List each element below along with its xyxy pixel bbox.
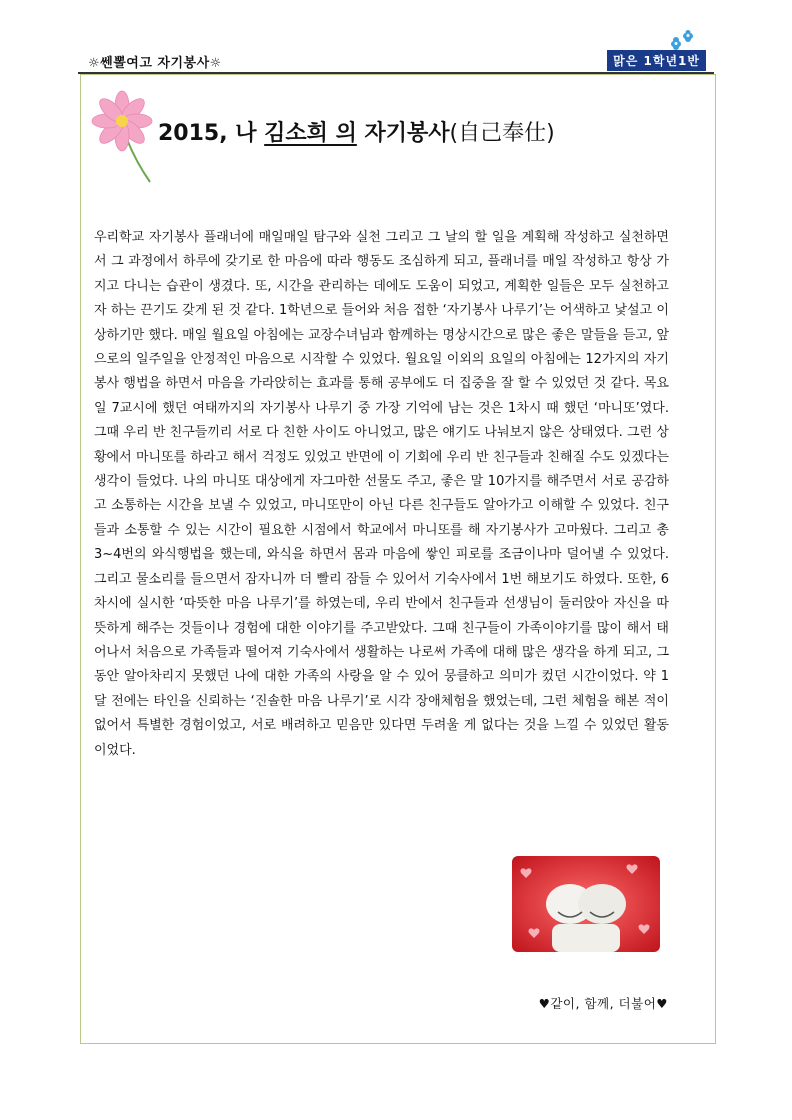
page-title <box>158 116 555 147</box>
title-name: 김소희 의 <box>264 121 357 146</box>
footer-motto: ♥같이, 함께, 더불어♥ <box>538 996 668 1011</box>
blue-flowers-icon <box>668 30 694 52</box>
essay-paragraph: 우리학교 자기봉사 플래너에 매일매일 탐구와 실천 그리고 그 날의 할 일을 계획해 작성하고 실천하면서 그 과정에서 하루에 갖기로 한 마음에 따라 행동도 조심하게 되고, 플래너를 매일 작성하고 항상 가지고 다니는 습관이 생겼다. 또, 시간을 관리하는 데에도 도움이 되었고, 계획한 일들은 모두 실천하고자 하는 끈기도 갖게 된 것 같다. 1학년으로 들어와 처음 접한 ‘자기봉사 나루기’는 어색하고 낯설고 이상하기만 했다. 매일 월요일 아침에는 교장수녀님과 함께하는 명상시간으로 많은 좋은 말들을 듣고, 앞으로의 일주일을 안정적인 마음으로 시작할 수 있었다. 월요일 이외의 요일의 아침에는 12가지의 자기봉사 행법을 하면서 마음을 가라앉히는 효과를 통해 공부에도 더 집중을 잘 할 수 있었던 것 같다. 목요일 7교시에 했던 여태까지의 자기봉사 나루기 중 가장 기억에 남는 것은 1차시 때 했던 ‘마니또’였다. 그때 우리 반 친구들끼리 서로 다 친한 사이도 아니었고, 많은 얘기도 나눠보지 않은 상태였다. 그런 상황에서 마니또를 하라고 해서 걱정도 있었고 반면에 이 기회에 우리 반 친구들과 친해질 수도 있겠다는 생각이 들었다. 나의 마니또 대상에게 자그마한 선물도 주고, 좋은 말 10가지를 해주면서 서로 공감하고 소통하는 시간을 보낼 수 있었고, 마니또만이 아닌 다른 친구들도 알아가고 이해할 수 있었다. 친구들과 소통할 수 있는 시간이 필요한 시점에서 학교에서 마니또를 해 자기봉사가 고마웠다. 그리고 총 3~4번의 와식행법을 했는데, 와식을 하면서 몸과 마음에 쌓인 피로를 조금이나마 덜어낼 수 있었다. 그리고 물소리를 들으면서 잠자니까 더 빨리 잠들 수 있어서 기숙사에서 1번 해보기도 하였다. 또한, 6차시에 실시한 ‘따뜻한 마음 나루기’를 하였는데, 우리 반에서 친구들과 선생님이 둘러앉아 자신을 따뜻하게 해주는 것들이나 경험에 대한 이야기를 주고받았다. 그때 친구들이 가족이야기를 많이 해서 태어나서 처음으로 가족들과 떨어져 기숙사에서 생활하는 나로써 가족에 대해 많은 생각을 하게 되고, 그동안 알아차리지 못했던 나에 대한 가족의 사랑을 알 수 있어 뭉클하고 의미가 컸던 시간이었다. 약 1달 전에는 타인을 신뢰하는 ‘진솔한 마음 나루기’로 시각 장애체험을 했었는데, 그런 체험을 해본 적이 없어서 특별한 경험이었고, 서로 배려하고 믿음만 있다면 두려울 게 없다는 것을 느낄 수 있었던 활동이었다. <box>94 230 669 758</box>
hugging-figures-image <box>512 856 660 952</box>
class-badge: 맑은 1학년1반 <box>607 50 706 71</box>
essay-body <box>94 226 669 763</box>
title-prefix: 2015, 나 <box>158 121 265 146</box>
title-hanja: (自己奉仕) <box>449 121 555 146</box>
header-school-label: ☼쎈뽈여고 자기봉사☼ <box>88 56 222 71</box>
cosmos-flower-icon <box>84 86 164 186</box>
title-suffix: 자기봉사 <box>356 121 450 146</box>
